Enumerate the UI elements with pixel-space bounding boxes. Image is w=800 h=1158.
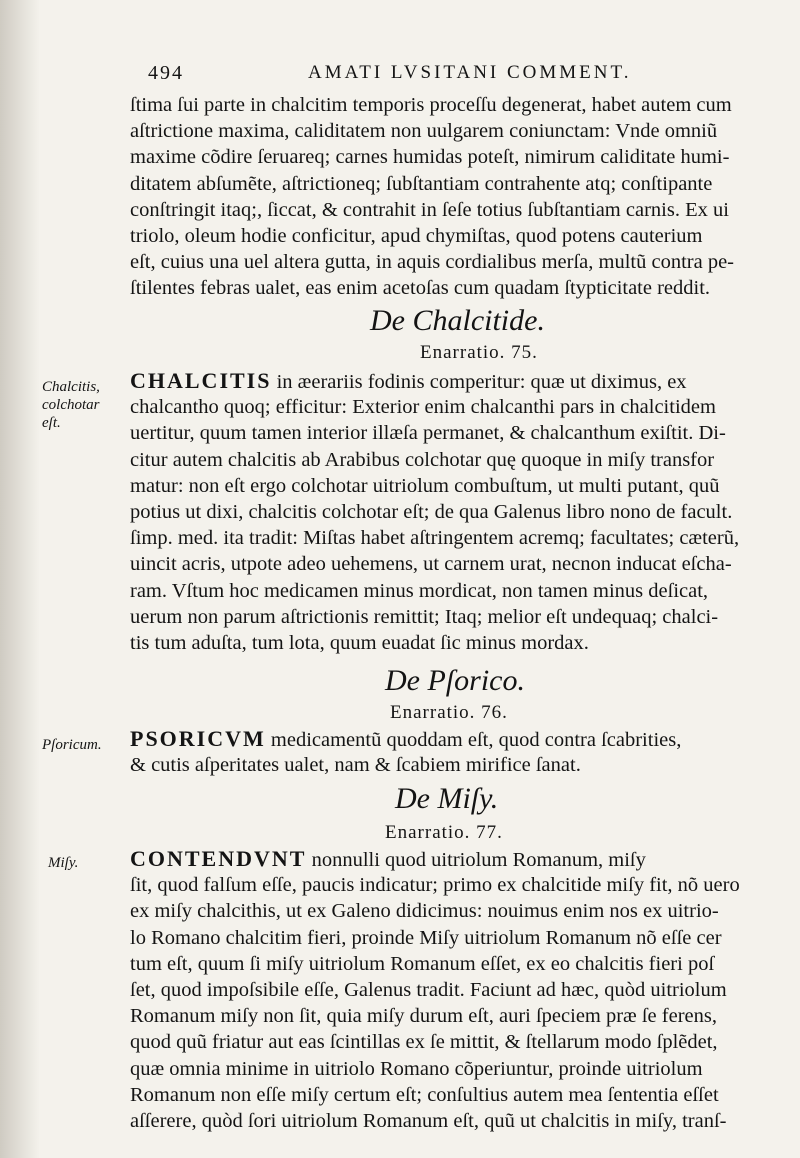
enarratio-label: Enarratio. 76. <box>390 702 508 723</box>
section-heading: De Pſorico. <box>385 664 525 697</box>
text-line: quæ omnia minime in uitriolo Romano cõperiuntur, proinde uitriolum <box>130 1057 703 1080</box>
text-line: ex miſy chalcithis, ut ex Galeno didicimus: nouimus enim nos ex uitrio- <box>130 900 719 923</box>
line-text: nonnulli quod uitriolum Romanum, miſy <box>306 849 646 871</box>
section-paragraph <box>130 726 770 778</box>
text-line: Romanum non eſſe miſy certum eſt; conſultius autem mea ſententia eſſet <box>130 1083 719 1106</box>
margin-note-line: colchotar <box>42 397 100 413</box>
text-line: uerum non parum aſtrictionis remittit; Itaq; melior eſt undequaq; chalci- <box>130 605 719 628</box>
text-line: ſtilentes febras ualet, eas enim acetoſas cum quadam ſtypticitate reddit. <box>130 277 711 300</box>
text-line: triolo, oleum hodie conficitur, apud chymiſtas, quod potens cauterium <box>130 224 703 247</box>
section-heading: De Miſy. <box>395 782 499 815</box>
text-line: ditatem abſumẽte, aſtrictioneq; ſubſtantiam contrahente atq; conſtipante <box>130 172 713 195</box>
text-line: uertitur, quum tamen interior illæſa permanet, & chalcanthum exiſtit. Di- <box>130 422 726 445</box>
enarratio-label: Enarratio. 75. <box>420 342 538 363</box>
text-line: aſſerere, quòd ſori uitriolum Romanum eſt, quũ ut chalcitis in miſy, tranſ- <box>130 1109 727 1132</box>
text-line: ſimp. med. ita tradit: Miſtas habet aſtringentem acremq; facultates; cæterũ, <box>130 527 740 550</box>
section-paragraph <box>130 368 770 656</box>
text-line: quod quũ friatur aut eas ſcintillas ex ſe mittit, & ſtellarum modo ſplẽdet, <box>130 1031 718 1054</box>
intro-paragraph <box>130 92 770 302</box>
margin-note <box>42 378 100 432</box>
line-text: in æerariis fodinis comperitur: quæ ut diximus, ex <box>271 371 687 393</box>
line-text: medicamentũ quoddam eſt, quod contra ſcabrities, <box>265 729 682 751</box>
enarratio-label: Enarratio. 77. <box>385 822 503 843</box>
text-line <box>130 846 770 872</box>
text-line: citur autem chalcitis ab Arabibus colchotar quę quoque in miſy transfor <box>130 448 715 471</box>
text-line: chalcantho quoq; efficitur: Exterior enim chalcanthi pars in chalcitidem <box>130 396 716 419</box>
text-line: tum eſt, quum ſi miſy uitriolum Romanum eſſet, ex eo chalcitis fieri poſ <box>130 952 715 975</box>
page-header <box>148 58 668 88</box>
text-line: lo Romano chalcitim fieri, proinde Miſy uitriolum Romanum nõ eſſe cer <box>130 926 722 949</box>
section-paragraph <box>130 846 770 1134</box>
text-line: Romanum miſy non ſit, quia miſy durum eſt, auri ſpeciem præ ſe ferens, <box>130 1005 717 1028</box>
margin-note-line: Pſoricum. <box>42 737 102 753</box>
margin-note-line: eſt. <box>42 415 61 431</box>
lead-word: CHALCITIS <box>130 368 272 393</box>
margin-note <box>42 736 102 754</box>
text-line: eſt, cuius una uel altera gutta, in aquis cordialibus merſa, multũ contra pe- <box>130 251 734 274</box>
margin-note-line: Miſy. <box>48 855 79 871</box>
page-gutter-shadow <box>0 0 40 1158</box>
section-heading: De Chalcitide. <box>370 304 545 337</box>
text-line: tis tum aduſta, tum lota, quum euadat ſic minus mordax. <box>130 631 589 654</box>
text-line: uincit acris, utpote adeo uehemens, ut carnem urat, necnon inducat eſcha- <box>130 553 732 576</box>
text-line: ſtima ſui parte in chalcitim temporis proceſſu degenerat, habet autem cum <box>130 94 732 116</box>
margin-note-line: Chalcitis, <box>42 379 100 395</box>
text-line: potius ut dixi, chalcitis colchotar eſt; de qua Galenus libro nono de facult. <box>130 500 733 523</box>
text-line: conſtringit itaq;, ſiccat, & contrahit in ſeſe totius ſubſtantiam carnis. Ex ui <box>130 198 729 221</box>
text-line <box>130 726 770 752</box>
text-line: maxime cõdire ſeruareq; carnes humidas poteſt, nimirum caliditate humi- <box>130 146 730 169</box>
text-line: aſtrictione maxima, caliditatem non uulgarem coniunctam: Vnde omniũ <box>130 120 718 143</box>
text-line: ſet, quod impoſsibile eſſe, Galenus tradit. Faciunt ad hæc, quòd uitriolum <box>130 978 727 1001</box>
text-line <box>130 368 770 394</box>
lead-word: CONTENDVNT <box>130 846 307 871</box>
text-line: matur: non eſt ergo colchotar uitriolum combuſtum, ut multi putant, quũ <box>130 474 720 497</box>
lead-word: PSORICVM <box>130 726 266 751</box>
running-title: AMATI LVSITANI COMMENT. <box>308 62 632 83</box>
text-line: & cutis aſperitates ualet, nam & ſcabiem mirifice ſanat. <box>130 754 581 777</box>
margin-note <box>48 854 78 872</box>
text-line: ſit, quod falſum eſſe, paucis indicatur; primo ex chalcitide miſy fit, nõ uero <box>130 874 740 897</box>
page-number: 494 <box>148 62 184 84</box>
text-line: ram. Vſtum hoc medicamen minus mordicat, non tamen minus deſicat, <box>130 579 709 602</box>
